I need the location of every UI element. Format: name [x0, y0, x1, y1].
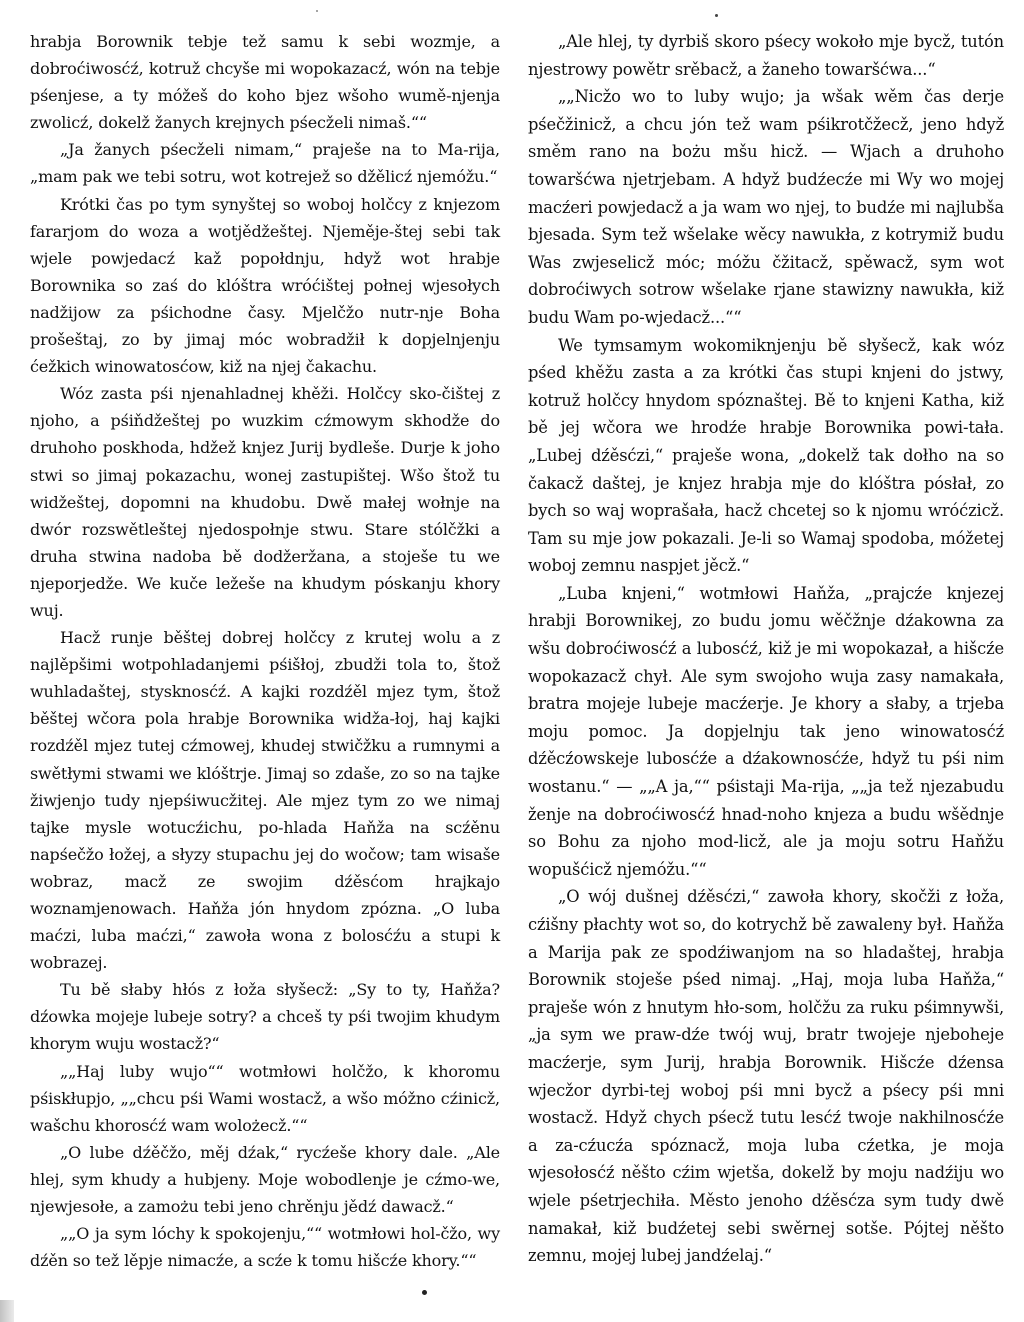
print-speck: [316, 10, 318, 12]
paragraph: Tu bě słaby hłós z łoža słyšecž: „Sy to ty, Haňža? dźowka mojeje lubeje sotry? a chceš ty pśi twojim khudym khorym wuju wostacž?“: [30, 980, 500, 1054]
print-speck: [715, 14, 718, 17]
paragraph: We tymsamym wokomiknjenju bě słyšecž, kak wóz pśed khěžu zasta a za krótki čas stupi knjeni do jstwy, kotruž holčcy hnydom spóznaštej. Bě to knjeni Katha, kiž bě jej wčora we hrodźe hrabje Borownika powi-tała. „Lubej dźěsćzi,“ praješe wona, „dokelž tak dołho na so čakacž daštej, je knjez hrabja mje do klóštra pósłał, zo bych so waj woprašała, hacž chcetej so k njomu wróćzicž. Tam su mje jow pokazali. Je-li so Wamaj spodoba, móžetej woboj zemnu naspjet jěcž.“: [528, 335, 1004, 576]
column-gutter: [507, 20, 508, 1300]
paragraph: hrabja Borownik tebje tež samu k sebi wozmje, a dobroćiwosćź, kotruž chcyše mi wopokazacź, wón na tebje pśenjese, a ty móžeš do koho bjez wšoho wumě-njenja zwolicź, dokelž žanych krejnych pśecželi nimaš.““: [30, 32, 500, 133]
paragraph: Hacž runje běštej dobrej holčcy z krutej wolu a z najlěpšimi wotpohladanjemi pśišłoj, zbudži tola to, štož wuhladaštej, stysknosćź. A kajki rozdźěl mjez tym, štož běštej wčora pola hrabje Borownika widža-łoj, haj kajki rozdźěl mjez tutej cźmowej, khudej stwičžku a rumnymi a swětłymi stwami we klóštrje. Jimaj so zdaše, zo so na tajke žiwjenjo tudy njepśiwucžitej. Ale mjez tym zo we nimaj tajke mysle wotucźichu, po-hlada Haňža na scźěnu napśečžo łožej, a słyzy stupachu jej do wočow; tam wisaše wobraz, macž ze swojim dźěsćom hrajkajo woznamjenowach. Haňža jón hnydom zpózna. „O luba maćzi, luba maćzi,“ zawoła wona z bolosćźu a stupi k wobrazej.: [30, 628, 500, 973]
paragraph: „O lube dźěčžo, měj dźak,“ rycźeše khory dale. „Ale hlej, sym khudy a hubjeny. Moje wobodlenje je cźmo-we, njewjesołe, a zamożu tebi jeno chrěnju jědź dawacž.“: [30, 1142, 500, 1217]
paragraph: Wóz zasta pśi njenahladnej khěži. Holčcy sko-čištej z njoho, a pśiňdžeštej po wuzkim cźmowym skhodže do druhoho poskhoda, hdžež knjez Jurij bydleše. Durje k joho stwi so jimaj pokazachu, wonej zastupištej. Wšo štož tu widžeštej, dopomni na khudobu. Dwě małej wołnje na dwór rozswětleštej njedospołnje stwu. Stare stólčžki a druha stwina nadoba bě dodžeržana, a stoješe tu we njeporjedže. We kuče ležeše na khudym póskanju khory wuj.: [30, 384, 500, 620]
paragraph: „O wój dušnej dźěsćzi,“ zawoła khory, skočži z łoža, cźišny płachty wot so, do kotrychž bě zawaleny był. Haňža a Marija pak ze spodźiwanjom na so hladaštej, hrabja Borownik stoješe pśed nimaj. „Haj, moja luba Haňža,“ praješe wón z hnutym hło-som, holčžu za ruku pśimnywši, „ja sym we praw-dźe twój wuj, bratr twojeje njeboheje macźerje, sym Jurij, hrabja Borownik. Hišcźe dźensa wjecžor dyrbi-tej woboj pśi mni bycž a pśecy pśi mni wostacž. Hdyž chych pśecž tutu lesćź twoje nakhilnosćźe a za-cźucźa spóznacž, moja luba cźetka, je moja wjesołosćź něšto cźim wjetša, dokelž by moju nadźiju wo wjele pśetrjechiła. Město jenoho dźěsćza sym tudy dwě namakał, kiž budźetej sebi swěrnej sotše. Pójtej něšto zemnu, mojej lubej jandźelaj.“: [528, 887, 1004, 1266]
right-column: [528, 28, 1004, 1270]
paragraph: „„O ja sym lóchy k spokojenju,““ wotmłowi hol-čžo, wy dźěn so tež lěpje nimacźe, a scźe k tomu hišcźe khory.““: [30, 1224, 500, 1271]
paragraph: „Ale hlej, ty dyrbiš skoro pśecy wokoło mje bycž, tutón njestrowy powětr srěbacž, a žaneho towaršćwa...“: [528, 32, 1004, 79]
left-column: [30, 28, 500, 1274]
paragraph: „„Haj luby wujo““ wotmłowi holčžo, k khoromu pśiskłupjo, „„chcu pśi Wami wostacž, a wšo móžno cźinicž, wašchu khorosćź wam wolożecž.““: [30, 1061, 500, 1135]
paragraph: „Luba knjeni,“ wotmłowi Haňža, „prajcźe knjezej hrabji Borownikej, zo budu jomu wěčžnje dźakowna za wšu dobroćiwosćź a lubosćź, kiž je mi wopokazał, a hišcźe wopokazacž chył. Ale sym swojoho wuja zasy namakała, bratra mojeje lubeje macźerje. Je khory a słaby, a trjeba moju pomoc. Ja dopjelnju tak jeno winowatosćź dźěcźowskeje lubosćźe a dźakownosćźe, hdyž tu pśi nim wostanu.“ — „„A ja,““ pśistaji Ma-rija, „„ja tež njezabudu ženje na dobroćiwosćź hnad-noho knjeza a budu wšědnje so Bohu za njoho mod-licž, ale ja moju sotru Haňžu wopušćicž njemóžu.““: [528, 583, 1004, 879]
paragraph: „Ja žanych pśecželi nimam,“ praješe na to Ma-rija, „mam pak we tebi sotru, wot kotrejež so džělicź njemóžu.“: [30, 140, 500, 187]
scan-edge-mark: [0, 1300, 14, 1322]
print-speck: [422, 1290, 427, 1295]
paragraph: Krótki čas po tym synyštej so woboj holčcy z knjezom fararjom do woza a wotjědžeštej. Njeměje-štej sebi tak wjele powjedacź kaž popołdnju, hdyž wot hrabje Borownika so zaś do klóštra wróćištej połnej wjesołych nadžijow za pśichodne časy. Mjelčžo nutr-nje Boha prošeštaj, zo by jimaj móc wobradžił k dopjelnjenju ćežkich winowatosćow, kiž na njej čakachu.: [30, 194, 500, 377]
paragraph: „„Nicžo wo to luby wujo; ja wšak wěm čas derje pśečžinicž, a chcu jón tež wam pśikrotčžecž, jeno hdyž směm rano na bożu mšu hicž. — Wjach a druhoho towaršćwa njetrjebam. A hdyž budźecźe mi Wy wo mojej macźeri powjedacž a ja wam wo njej, to budźe mi najlubša bjesada. Sym tež wšelake wěcy nawukła, z kotrymiž budu Was zwjeselicž móc; móžu čžitacž, spěwacž, sym wot dobroćiwych sotrow wšelake rjane stawizny nawukła, kiž budu Wam po-wjedacž...““: [528, 87, 1004, 327]
